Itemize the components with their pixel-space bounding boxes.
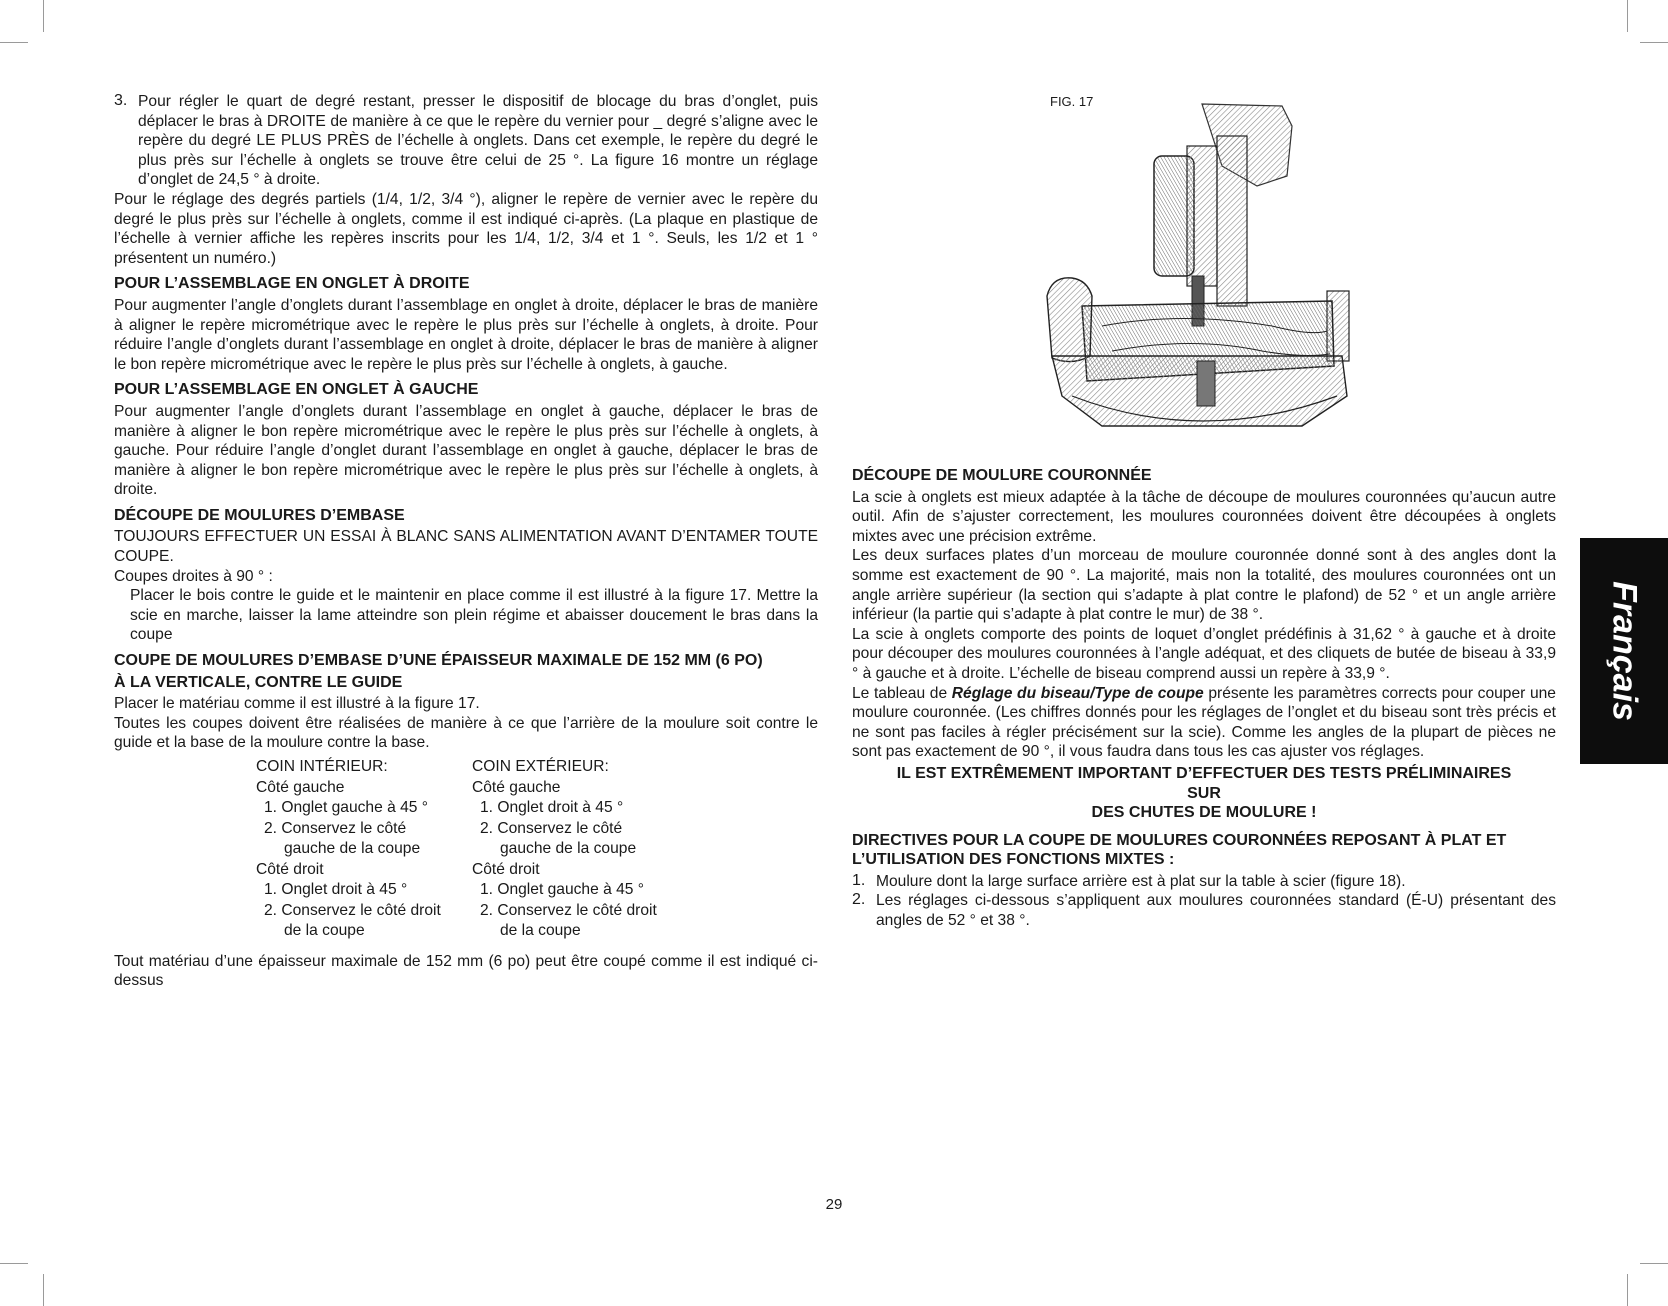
outer-right-step2: 2. Conservez le côté droit bbox=[480, 901, 657, 919]
important-line-1: IL EST EXTRÊMEMENT IMPORTANT D’EFFECTUER DES TESTS PRÉLIMINAIRES bbox=[896, 764, 1512, 782]
important-line-3: DES CHUTES DE MOULURE ! bbox=[1091, 804, 1317, 822]
crop-mark bbox=[1640, 42, 1668, 43]
inner-left-step2-cont: gauche de la coupe bbox=[284, 840, 421, 857]
outer-right-step2-cont: de la coupe bbox=[500, 922, 581, 939]
crown-paragraph-4 bbox=[852, 684, 1556, 762]
directive-1 bbox=[852, 872, 1556, 892]
right-miter-paragraph: Pour augmenter l’angle d’onglets durant l’assemblage en onglet à droite, déplacer le bras de manière à aligner le repère micrométrique avec le repère le plus près sur l’échelle à onglets, à droite. Pour réduire l’angle d’onglets durant l’assemblage en onglet à droite, déplacer le bras de manière à aligner le bon repère micrométrique avec le repère le plus près sur l’échelle à onglets, à gauche. bbox=[114, 296, 818, 373]
outer-right-side: Côté droit bbox=[472, 860, 540, 878]
figure-label: FIG. 17 bbox=[1050, 94, 1094, 109]
place-wood-paragraph: Placer le bois contre le guide et le maintenir en place comme il est illustré à la figure 17. Mettre la scie en marche, laisser la lame atteindre son plein régime et abaisser doucement le bras dans la coupe bbox=[130, 587, 818, 644]
crop-mark bbox=[43, 0, 44, 32]
directive-number: 1. bbox=[852, 871, 866, 889]
crown-paragraph-3: La scie à onglets comporte des points de loquet d’onglet prédéfinis à 31,62 ° à gauche et à droite pour découper des moulures couronnées à l’angle adéquat, et des cliquets de butée de biseau à 33,9 ° à gauche et à droite. L’échelle de biseau comprend aussi un repère à 33,9 °. bbox=[852, 625, 1556, 682]
crop-mark bbox=[1627, 0, 1628, 32]
inner-left-side: Côté gauche bbox=[256, 778, 345, 796]
inner-left-step1: 1. Onglet gauche à 45 ° bbox=[264, 799, 429, 816]
heading-crown-molding: DÉCOUPE DE MOULURE COURONNÉE bbox=[852, 467, 1152, 484]
crop-mark bbox=[1640, 1263, 1668, 1264]
all-cuts-paragraph: Toutes les coupes doivent être réalisées de manière à ce que l’arrière de la moulure soit contre le guide et la base de la moulure contre la base. bbox=[114, 714, 818, 752]
heading-right-miter: POUR L’ASSEMBLAGE EN ONGLET À DROITE bbox=[114, 275, 470, 293]
page-number: 29 bbox=[825, 1196, 843, 1213]
right-column bbox=[852, 92, 1556, 931]
bevel-table-reference: Réglage du biseau/Type de coupe bbox=[951, 684, 1204, 702]
heading-directives: DIRECTIVES POUR LA COUPE DE MOULURES COURONNÉES REPOSANT À PLAT ET L’UTILISATION DES FONCTIONS MIXTES : bbox=[852, 831, 1507, 869]
corner-table bbox=[256, 757, 818, 942]
heading-vertical: À LA VERTICALE, CONTRE LE GUIDE bbox=[114, 673, 403, 691]
place-material-paragraph: Placer le matériau comme il est illustré à la figure 17. bbox=[114, 695, 480, 713]
inner-right-step2: 2. Conservez le côté droit bbox=[264, 901, 441, 919]
directive-2 bbox=[852, 891, 1556, 930]
left-miter-paragraph: Pour augmenter l’angle d’onglets durant l’assemblage en onglet à gauche, déplacer le bras de manière à aligner le bon repère micrométrique avec le repère le plus près sur l’échelle à onglets, à gauche. Pour réduire l’angle d’onglet durant l’assemblage en onglet à gauche, déplacer le bras de manière à aligner le bon repère micrométrique avec le repère le plus près sur l’échelle à onglets, à droite. bbox=[114, 402, 818, 499]
inner-right-step1: 1. Onglet droit à 45 ° bbox=[264, 881, 408, 898]
crop-mark bbox=[0, 1263, 28, 1264]
inner-right-step2-cont: de la coupe bbox=[284, 922, 365, 939]
any-material-paragraph: Tout matériau d’une épaisseur maximale de 152 mm (6 po) peut être coupé comme il est indiqué ci-dessus bbox=[114, 952, 818, 990]
heading-left-miter: POUR L’ASSEMBLAGE EN ONGLET À GAUCHE bbox=[114, 381, 479, 399]
miter-saw-illustration bbox=[1042, 96, 1352, 446]
outer-left-side: Côté gauche bbox=[472, 778, 561, 796]
language-tab bbox=[1580, 538, 1668, 764]
step-text: Pour régler le quart de degré restant, presser le dispositif de blocage du bras d’onglet, puis déplacer le bras à DROITE de manière à ce que le repère du vernier pour _ degré s’aligne avec le repère du degré LE PLUS PRÈS de l’échelle à onglets. Dans cet exemple, le repère du degré le plus près sur l’échelle à onglets se trouve être celui de 25 °. La figure 16 montre un réglage d’onglet de 24,5 ° à droite. bbox=[138, 93, 818, 189]
directive-number: 2. bbox=[852, 891, 866, 909]
outer-left-step2-cont: gauche de la coupe bbox=[500, 840, 637, 857]
directive-text: Moulure dont la large surface arrière est à plat sur la table à scier (figure 18). bbox=[876, 872, 1406, 890]
language-tab-label: Français bbox=[1605, 581, 1644, 721]
crop-mark bbox=[1627, 1274, 1628, 1306]
directive-text: Les réglages ci-dessous s’appliquent aux moulures couronnées standard (É-U) présentant des angles de 52 ° et 38 °. bbox=[876, 892, 1556, 930]
step-3 bbox=[114, 92, 818, 190]
crown-p4-start: Le tableau de bbox=[852, 684, 952, 702]
crown-p4-end: présente les paramètres corrects pour couper une moulure couronnée. (Les chiffres donnés pour les réglages de l’onglet et du biseau sont très précis et ne sont pas faciles à régler précisément sur la scie). Comme les angles de la plupart de pièces ne sont pas exactement de 90 °, il vous faudra dans tous les cas ajuster vos réglages. bbox=[852, 684, 1556, 761]
outer-left-step1: 1. Onglet droit à 45 ° bbox=[480, 799, 624, 816]
outer-corner-title: COIN EXTÉRIEUR: bbox=[472, 758, 609, 775]
outer-left-step2: 2. Conservez le côté bbox=[480, 819, 623, 837]
warning-dry-run: TOUJOURS EFFECTUER UN ESSAI À BLANC SANS ALIMENTATION AVANT D’ENTAMER TOUTE COUPE. bbox=[114, 528, 818, 566]
heading-baseboard-152: COUPE DE MOULURES D’EMBASE D’UNE ÉPAISSEUR MAXIMALE DE 152 MM (6 PO) bbox=[114, 652, 763, 670]
crop-mark bbox=[0, 42, 28, 43]
inner-corner bbox=[256, 757, 472, 942]
inner-corner-title: COIN INTÉRIEUR: bbox=[256, 758, 388, 775]
figure-17 bbox=[852, 92, 1556, 460]
important-notice bbox=[852, 764, 1556, 823]
partial-degrees-paragraph: Pour le réglage des degrés partiels (1/4, 1/2, 3/4 °), aligner le repère de vernier avec le repère du degré le plus près sur l’échelle à onglets, comme il est indiqué ci-après. (La plaque en plastique de l’échelle à vernier affiche les repères inscrits pour les 1/4, 1/2, 3/4 et 1 °. Seuls, les 1/2 et 1 ° présentent un numéro.) bbox=[114, 190, 818, 267]
heading-baseboard: DÉCOUPE DE MOULURES D’EMBASE bbox=[114, 506, 405, 524]
crown-paragraph-2: Les deux surfaces plates d’un morceau de moulure couronnée donné sont à des angles dont la somme est exactement de 90 °. La majorité, mais non la totalité, des moulures couronnées ont un angle arrière supérieur (la section qui s’adapte à plat contre le plafond) de 52 ° et un angle arrière inférieur (la partie qui s’adapte à plat contre le mur) de 38 °. bbox=[852, 547, 1556, 624]
inner-right-side: Côté droit bbox=[256, 860, 324, 878]
left-column bbox=[114, 92, 818, 991]
outer-corner bbox=[472, 757, 688, 942]
important-line-2: SUR bbox=[1187, 784, 1221, 802]
straight-cuts-label: Coupes droites à 90 ° : bbox=[114, 567, 273, 585]
crop-mark bbox=[43, 1274, 44, 1306]
step-number: 3. bbox=[114, 92, 128, 109]
outer-right-step1: 1. Onglet gauche à 45 ° bbox=[480, 881, 645, 898]
crown-paragraph-1: La scie à onglets est mieux adaptée à la tâche de découpe de moulures couronnées qu’aucun autre outil. Afin de s’ajuster correctement, les moulures couronnées doivent être découpées à onglets mixtes avec une précision extrême. bbox=[852, 488, 1556, 545]
inner-left-step2: 2. Conservez le côté bbox=[264, 819, 407, 837]
